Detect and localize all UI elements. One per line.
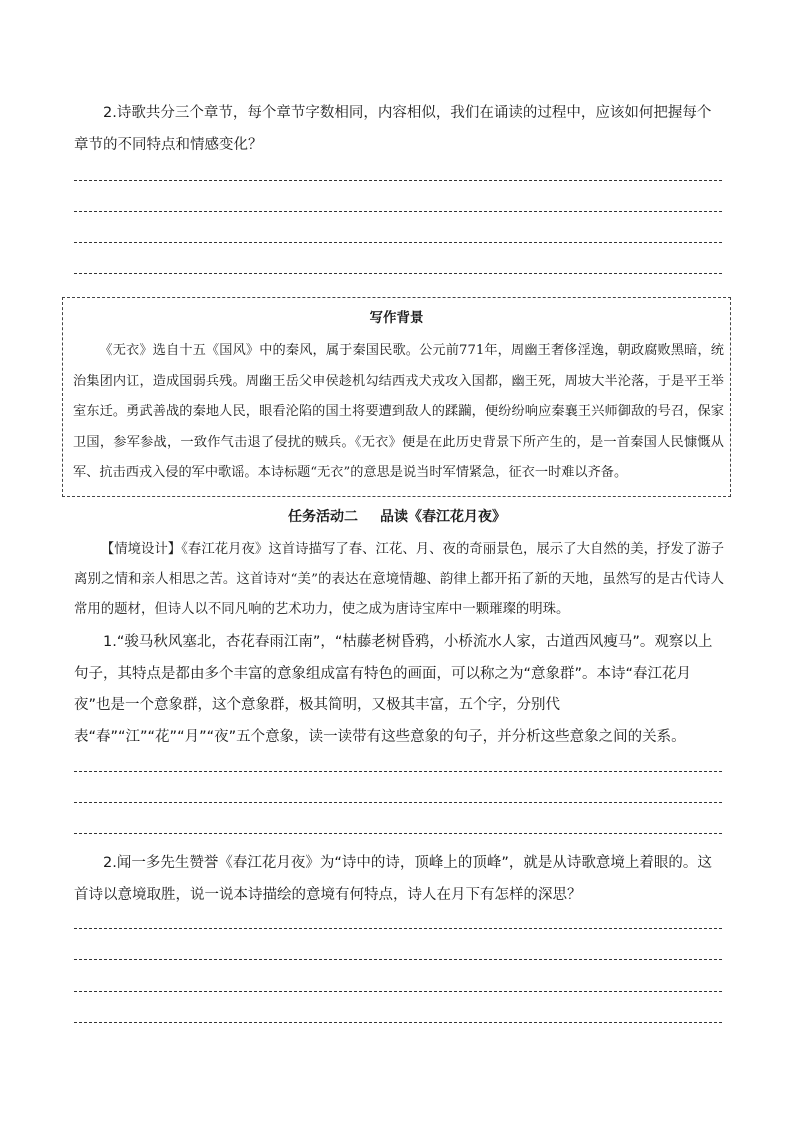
answer-line[interactable] [74, 211, 722, 212]
answer-line[interactable] [74, 959, 722, 960]
answer-line[interactable] [74, 833, 722, 834]
background-text: 《无衣》选自十五《国风》中的秦风，属于秦国民歌。公元前771年，周幽王奢侈淫逸，朝政腐败黑暗，统治集团内讧，造成国弱兵残。周幽王岳父申侯趁机勾结西戎犬戎攻入国都，幽王死，周坡大半沦落，于是平王举室东迁。勇武善战的秦地人民，眼看沦陷的国土将要遭到敌人的蹂躏，便纷纷响应秦襄王兴师御敌的号召，保家卫国，参军参战，一致作气击退了侵扰的贼兵。《无衣》便是在此历史背景下所产生的，是一首秦国人民慷慨从军、抗击西戎入侵的军中歌谣。本诗标题“无衣”的意思是说当时军情紧急，征衣一时难以齐备。 [73, 343, 724, 480]
answer-line[interactable] [74, 991, 722, 992]
answer-line[interactable] [74, 802, 722, 803]
answer-line[interactable] [74, 928, 722, 929]
background-title: 写作背景 [369, 310, 424, 326]
question-2-text: 2.诗歌共分三个章节，每个章节字数相同，内容相似，我们在诵读的过程中，应该如何把握每个章节的不同特点和情感变化？ [74, 105, 712, 153]
section-heading-title: 品读《春江花月夜》 [380, 509, 506, 525]
question-1-text: 1.“骏马秋风塞北，杏花春雨江南”，“枯藤老树昏鸦，小桥流水人家，古道西风瘦马”。观察以上句子，其特点是都由多个丰富的意象组成富有特色的画面，可以称之为“意象群”。本诗“春江花月夜”也是一个意象群，这个意象群，极其简明，又极其丰富，五个字，分别代表“春”“江”“花”“月”“夜”五个意象，读一读带有这些意象的句子，并分析这些意象之间的关系。 [74, 634, 713, 745]
question-2b-text: 2.闻一多先生赞誉《春江花月夜》为“诗中的诗，顶峰上的顶峰”，就是从诗歌意境上着眼的。这首诗以意境取胜，说一说本诗描绘的意境有何特点，诗人在月下有怎样的深思？ [74, 855, 712, 903]
answer-line[interactable] [74, 180, 722, 181]
answer-line[interactable] [74, 273, 722, 274]
writing-background-box [62, 297, 731, 497]
section-heading [0, 505, 794, 529]
answer-line[interactable] [74, 771, 722, 772]
answer-line[interactable] [74, 242, 722, 243]
scenario-design-text: 【情境设计】《春江花月夜》这首诗描写了春、江花、月、夜的奇丽景色，展示了大自然的美，抒发了游子离别之情和亲人相思之苦。这首诗对“美”的表达在意境情趣、韵律上都开拓了新的天地，虽然写的是古代诗人常用的题材，但诗人以不同凡响的艺术功力，使之成为唐诗宝库中一颗璀璨的明珠。 [74, 542, 724, 617]
section-heading-label: 任务活动二 [288, 509, 358, 525]
answer-line[interactable] [74, 1022, 722, 1023]
